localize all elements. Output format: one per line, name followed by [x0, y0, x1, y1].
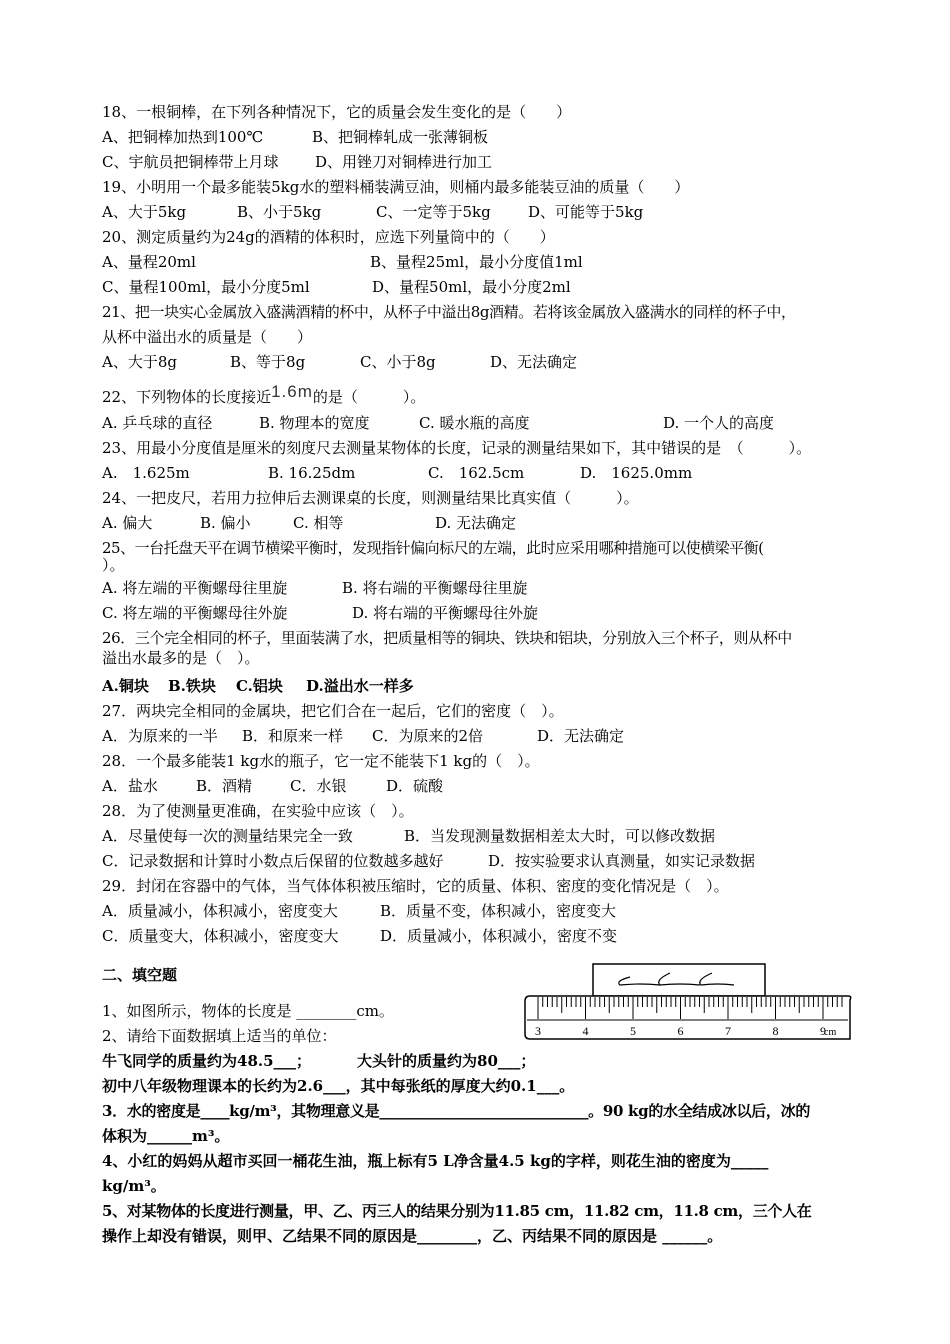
f5-line1: 5、对某物体的长度进行测量，甲、乙、丙三人的结果分别为11.85 cm，11.82 cm，11.8 cm，三个人在 [102, 1202, 812, 1220]
q22-stem-pre: 22、下列物体的长度接近 [102, 388, 272, 406]
ruler-tick-label: 5 [630, 1024, 636, 1038]
q26-option-d: D.溢出水一样多 [306, 677, 414, 695]
f3-line2: 体积为______m³。 [102, 1127, 230, 1145]
ruler-figure [520, 963, 852, 1043]
q28b-options-row1 [102, 826, 715, 846]
ruler-tick-label: 8 [772, 1024, 779, 1038]
q19-stem: 19、小明用一个最多能装5kg水的塑料桶装满豆油，则桶内最多能装豆油的质量（ ） [102, 178, 690, 196]
q26-option-c: C.铝块 [236, 677, 283, 695]
q20-options-row1 [102, 252, 583, 272]
q21-option-d: D、无法确定 [490, 353, 578, 371]
f2-line1-a: 牛飞同学的质量约为48.5___； [102, 1052, 312, 1070]
q19-option-a: A、大于5kg [102, 203, 187, 221]
q29-options-row1 [102, 901, 616, 921]
q22-option-a: A. 乒乓球的直径 [102, 414, 213, 432]
q25-option-a: A. 将左端的平衡螺母往里旋 [102, 579, 288, 597]
q18-option-c: C、宇航员把铜棒带上月球 [102, 153, 279, 171]
q21-option-b: B、等于8g [230, 353, 306, 371]
q21-option-a: A、大于8g [102, 353, 177, 371]
f2-stem: 2、请给下面数据填上适当的单位： [102, 1027, 337, 1045]
q18-options-row1 [102, 127, 488, 147]
q25-option-b: B. 将右端的平衡螺母往里旋 [342, 579, 528, 597]
q23-option-b: B. 16.25dm [268, 464, 356, 482]
q29-option-d: D．质量减小，体积减小，密度不变 [380, 927, 618, 945]
f2-line2: 初中八年级物理课本的长约为2.6___，其中每张纸的厚度大约0.1___。 [102, 1077, 575, 1095]
ruler-tick-label: 6 [677, 1024, 684, 1038]
q28a-option-c: C．水银 [290, 777, 347, 795]
q25-options-row1 [102, 578, 528, 598]
measured-object [593, 964, 765, 996]
section-title-fill-blank: 二、填空题 [102, 966, 178, 984]
q28b-option-d: D．按实验要求认真测量，如实记录数据 [488, 852, 756, 870]
q24-option-d: D. 无法确定 [435, 514, 517, 532]
q28b-stem: 28．为了使测量更准确，在实验中应该（ ）。 [102, 802, 414, 820]
q23-option-a: A. 1.625m [102, 464, 190, 482]
q22-stem [102, 382, 426, 407]
q27-option-d: D．无法确定 [537, 727, 625, 745]
q28a-option-d: D．硫酸 [386, 777, 444, 795]
ruler-tick-label: 7 [725, 1024, 731, 1038]
q24-option-c: C. 相等 [293, 514, 344, 532]
q25-option-d: D. 将右端的平衡螺母往外旋 [352, 604, 539, 622]
q18-options-row2 [102, 152, 492, 172]
q21-stem-line1: 21、把一块实心金属放入盛满酒精的杯中，从杯子中溢出8g酒精。若将该金属放入盛满水的同样的杯子中， [102, 303, 796, 321]
q28a-options [102, 776, 443, 796]
f3-line1: 3．水的密度是____kg/m³，其物理意义是_____________________________。90 kg的水全结成冰以后，冰的 [102, 1102, 811, 1120]
q28b-option-c: C．记录数据和计算时小数点后保留的位数越多越好 [102, 852, 444, 870]
q27-stem: 27．两块完全相同的金属块，把它们合在一起后，它们的密度（ ）。 [102, 702, 564, 720]
q28a-stem: 28．一个最多能装1 kg水的瓶子，它一定不能装下1 kg的（ ）。 [102, 752, 540, 770]
q20-option-b: B、量程25ml，最小分度值1ml [370, 253, 583, 271]
q28b-options-row2 [102, 851, 755, 871]
q21-stem-line2: 从杯中溢出水的质量是（ ） [102, 328, 313, 346]
q22-option-d: D. 一个人的高度 [663, 414, 775, 432]
q24-option-b: B. 偏小 [200, 514, 251, 532]
q18-option-a: A、把铜棒加热到100℃ [102, 128, 264, 146]
q18-stem: 18、一根铜棒，在下列各种情况下，它的质量会发生变化的是（ ） [102, 103, 572, 121]
q29-option-c: C．质量变大，体积减小，密度变大 [102, 927, 339, 945]
q20-option-c: C、量程100ml，最小分度5ml [102, 278, 310, 296]
q25-options-row2 [102, 603, 538, 623]
q25-option-c: C. 将左端的平衡螺母往外旋 [102, 604, 288, 622]
q26-options [102, 676, 414, 696]
q22-length-value: 1.6m [271, 382, 313, 401]
q18-option-b: B、把铜棒轧成一张薄铜板 [312, 128, 489, 146]
q29-option-b: B．质量不变，体积减小，密度变大 [380, 902, 617, 920]
q24-stem: 24、一把皮尺，若用力拉伸后去测课桌的长度，则测量结果比真实值（ ）。 [102, 489, 639, 507]
q28a-option-b: B．酒精 [196, 777, 253, 795]
f4-line1: 4、小红的妈妈从超市买回一桶花生油，瓶上标有5 L净含量4.5 kg的字样，则花生油的密度为_____ [102, 1152, 769, 1170]
q20-stem: 20、测定质量约为24g的酒精的体积时，应选下列量筒中的（ ） [102, 228, 555, 246]
q19-options [102, 202, 643, 222]
q25-stem-line2: ）。 [102, 556, 125, 574]
q19-option-d: D、可能等于5kg [528, 203, 644, 221]
q27-options [102, 726, 624, 746]
f4-line2: kg/m³。 [102, 1177, 166, 1195]
q28b-option-a: A．尽量使每一次的测量结果完全一致 [102, 827, 353, 845]
q20-option-a: A、量程20ml [102, 253, 196, 271]
f2-line1 [102, 1051, 535, 1071]
q27-option-c: C．为原来的2倍 [372, 727, 484, 745]
q23-options [102, 463, 692, 483]
q28b-option-b: B．当发现测量数据相差太大时，可以修改数据 [404, 827, 716, 845]
q24-options [102, 513, 516, 533]
q21-option-c: C、小于8g [360, 353, 436, 371]
f1-text: 1、如图所示，物体的长度是 ________cm。 [102, 1002, 394, 1020]
q24-option-a: A. 偏大 [102, 514, 153, 532]
q19-option-c: C、一定等于5kg [376, 203, 491, 221]
q23-option-d: D. 1625.0mm [580, 464, 693, 482]
q23-option-c: C. 162.5cm [428, 464, 525, 482]
q20-option-d: D、量程50ml，最小分度2ml [372, 278, 571, 296]
q27-option-a: A．为原来的一半 [102, 727, 218, 745]
q20-options-row2 [102, 277, 571, 297]
q29-option-a: A．质量减小，体积减小，密度变大 [102, 902, 338, 920]
ruler-unit-label: cm [824, 1027, 837, 1038]
q22-option-b: B. 物理本的宽度 [259, 414, 370, 432]
q21-options [102, 352, 577, 372]
q28a-option-a: A．盐水 [102, 777, 158, 795]
q26-stem-line2: 溢出水最多的是（ ）。 [102, 649, 260, 667]
ruler-tick-label: 4 [582, 1024, 589, 1038]
ruler-tick-label: 3 [535, 1024, 541, 1038]
q23-stem: 23、用最小分度值是厘米的刻度尺去测量某物体的长度，记录的测量结果如下，其中错误的是 （ ）。 [102, 439, 812, 457]
q26-option-b: B.铁块 [168, 677, 216, 695]
q22-option-c: C. 暖水瓶的高度 [419, 414, 530, 432]
q19-option-b: B、小于5kg [237, 203, 322, 221]
q29-stem: 29．封闭在容器中的气体，当气体体积被压缩时，它的质量、体积、密度的变化情况是（ ）。 [102, 877, 729, 895]
ruler-body [525, 996, 851, 1039]
q26-option-a: A.铜块 [102, 677, 149, 695]
q25-stem-line1: 25、一台托盘天平在调节横梁平衡时，发现指针偏向标尺的左端，此时应采用哪种措施可以使横梁平衡( [102, 539, 764, 557]
f2-line1-b: 大头针的质量约为80___； [357, 1052, 536, 1070]
q18-option-d: D、用锉刀对铜棒进行加工 [315, 153, 493, 171]
q29-options-row2 [102, 926, 617, 946]
q22-options [102, 413, 774, 433]
q26-stem-line1: 26．三个完全相同的杯子，里面装满了水，把质量相等的铜块、铁块和铝块，分别放入三个杯子，则从杯中 [102, 629, 792, 647]
f5-line2: 操作上却没有错误，则甲、乙结果不同的原因是________，乙、丙结果不同的原因是 ______。 [102, 1227, 723, 1245]
ruler-tick-label: 9 [820, 1024, 826, 1038]
q22-stem-post: 的是（ ）。 [312, 388, 426, 406]
q27-option-b: B．和原来一样 [242, 727, 344, 745]
